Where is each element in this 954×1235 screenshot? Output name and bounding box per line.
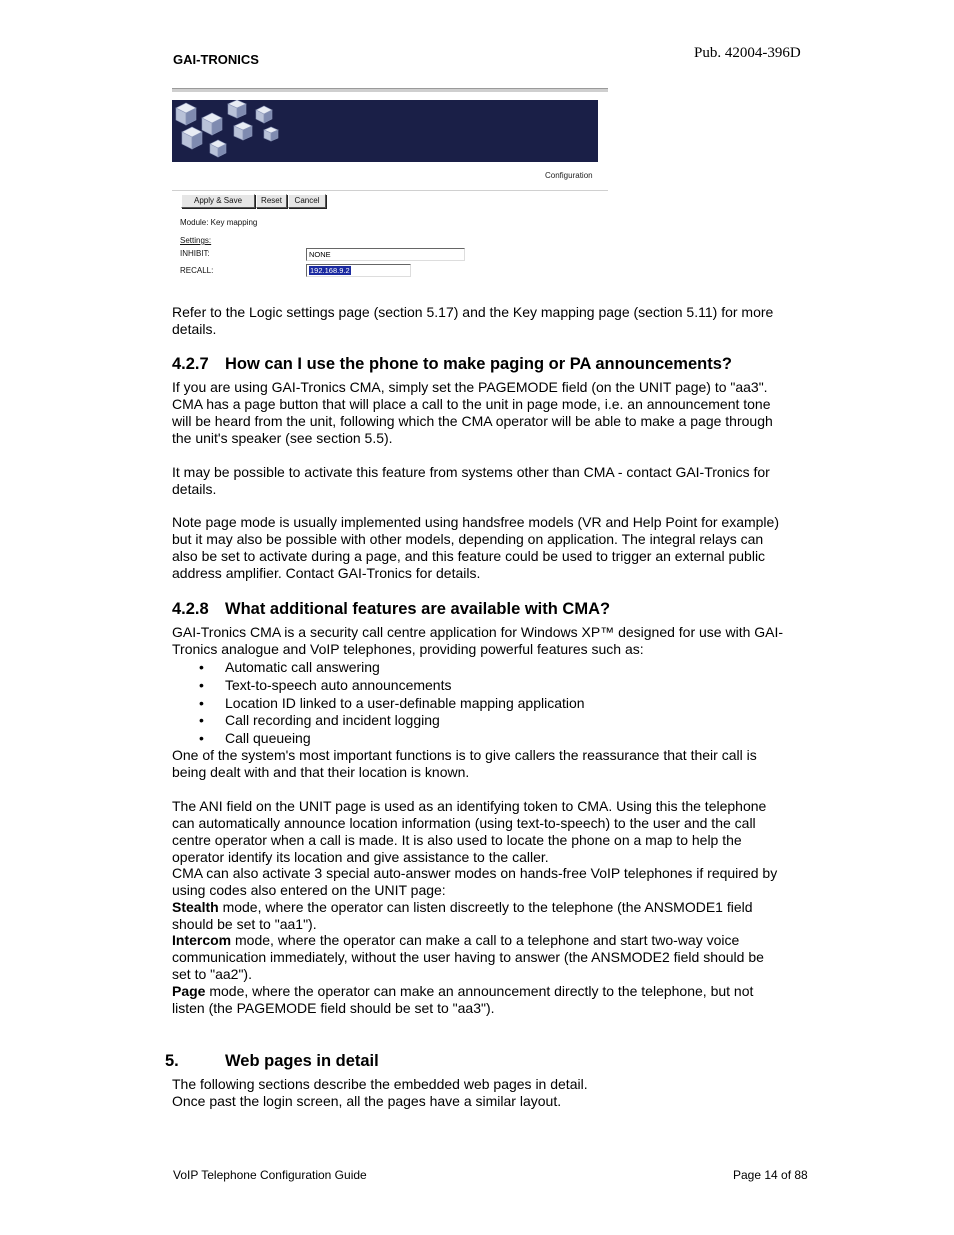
intro-paragraph: Refer to the Logic settings page (section 5.17) and the Key mapping page (section 5.11) for more details.: [172, 304, 774, 337]
list-item: • Location ID linked to a user-definable mapping application: [199, 695, 585, 713]
stealth-term: Stealth: [172, 899, 219, 915]
intercom-text: mode, where the operator can make a call to a telephone and start two-way voice communication immediately, without the user having to answer (the ANSMODE2 field should be set to "aa2").: [172, 932, 764, 982]
heading-5: [165, 1052, 379, 1071]
page-text: mode, where the operator can make an announcement directly to the telephone, but not listen (the PAGEMODE field should be set to "aa3").: [172, 983, 754, 1016]
figure-banner: [172, 100, 598, 162]
section-title: How can I use the phone to make paging or PA announcements?: [225, 355, 732, 373]
section-number: 4.2.8: [172, 600, 209, 618]
paragraph: The ANI field on the UNIT page is used as an identifying token to CMA. Using this the telephone can automatically announce location information (using text-to-speech) to the user and the call centre operator when a call is made. It is also used to locate the phone on a map to help the operator identify its location and give assistance to the caller.: [172, 798, 767, 865]
key-mapping-screenshot: [172, 86, 609, 286]
paragraph: It may be possible to activate this feature from systems other than CMA - contact GAI-Tronics for details.: [172, 464, 770, 497]
header-company: GAI-TRONICS: [173, 52, 259, 67]
list-item: • Text-to-speech auto announcements: [199, 677, 585, 695]
section-number: 4.2.7: [172, 355, 209, 373]
paragraph: The following sections describe the embedded web pages in detail.: [172, 1076, 588, 1092]
paragraph: Once past the login screen, all the pages have a similar layout.: [172, 1093, 562, 1109]
list-item: • Call queueing: [199, 730, 585, 748]
stealth-text: mode, where the operator can listen discreetly to the telephone (the ANSMODE1 field should be set to "aa1").: [172, 899, 753, 932]
reset-button[interactable]: Reset: [256, 194, 287, 208]
apply-save-button[interactable]: Apply & Save: [181, 194, 255, 208]
figure-separator: [172, 190, 608, 191]
heading-4-2-7: [172, 355, 732, 374]
paragraph: One of the system's most important functions is to give callers the reassurance that their call is being dealt with and that their location is known.: [172, 747, 757, 780]
paragraph: Note page mode is usually implemented using handsfree models (VR and Help Point for example) but it may also be possible with other models, depending on application. The integral relays can also be set to activate during a page, and this feature could be used to trigger an external public address amplifier. Contact GAI-Tronics for details.: [172, 514, 779, 581]
features-list: [199, 659, 585, 748]
section-title: What additional features are available with CMA?: [225, 600, 611, 618]
settings-label: Settings:: [180, 236, 212, 245]
figure-top-rule: [172, 88, 608, 92]
footer-page-number: Page 14 of 88: [733, 1168, 808, 1182]
paragraph: If you are using GAI-Tronics CMA, simply set the PAGEMODE field (on the UNIT page) to "aa3". CMA has a page button that will place a call to the unit in page mode, i.e. an announcement tone will be heard from the unit, following which the CMA operator will be able to make a page through the unit's speaker (see section 5.5).: [172, 379, 773, 446]
section-number: 5.: [165, 1052, 179, 1070]
section-title: Web pages in detail: [225, 1052, 379, 1070]
recall-input[interactable]: [306, 264, 411, 277]
list-item: • Call recording and incident logging: [199, 712, 585, 730]
intercom-paragraph: [172, 932, 784, 983]
inhibit-label: INHIBIT:: [180, 249, 210, 258]
header-publication: Pub. 42004-396D: [694, 45, 801, 61]
recall-label: RECALL:: [180, 266, 214, 275]
paragraph: CMA can also activate 3 special auto-answer modes on hands-free VoIP telephones if required by using codes also entered on the UNIT page:: [172, 865, 778, 898]
recall-value: 192.168.9.2: [310, 266, 350, 275]
inhibit-input[interactable]: NONE: [306, 248, 465, 261]
footer-guide-title: VoIP Telephone Configuration Guide: [173, 1168, 367, 1182]
stealth-paragraph: [172, 899, 784, 933]
cubes-logo-graphic: [172, 100, 598, 162]
cancel-button[interactable]: Cancel: [288, 194, 326, 208]
intercom-term: Intercom: [172, 932, 232, 948]
heading-4-2-8: [172, 600, 610, 619]
page-term: Page: [172, 983, 206, 999]
figure-config-label: Configuration: [545, 171, 593, 180]
list-item: • Automatic call answering: [199, 659, 585, 677]
page-paragraph: [172, 983, 784, 1017]
module-label: Module: Key mapping: [180, 218, 258, 227]
paragraph: GAI-Tronics CMA is a security call centre application for Windows XP™ designed for use with GAI-Tronics analogue and VoIP telephones, providing powerful features such as:: [172, 624, 784, 657]
